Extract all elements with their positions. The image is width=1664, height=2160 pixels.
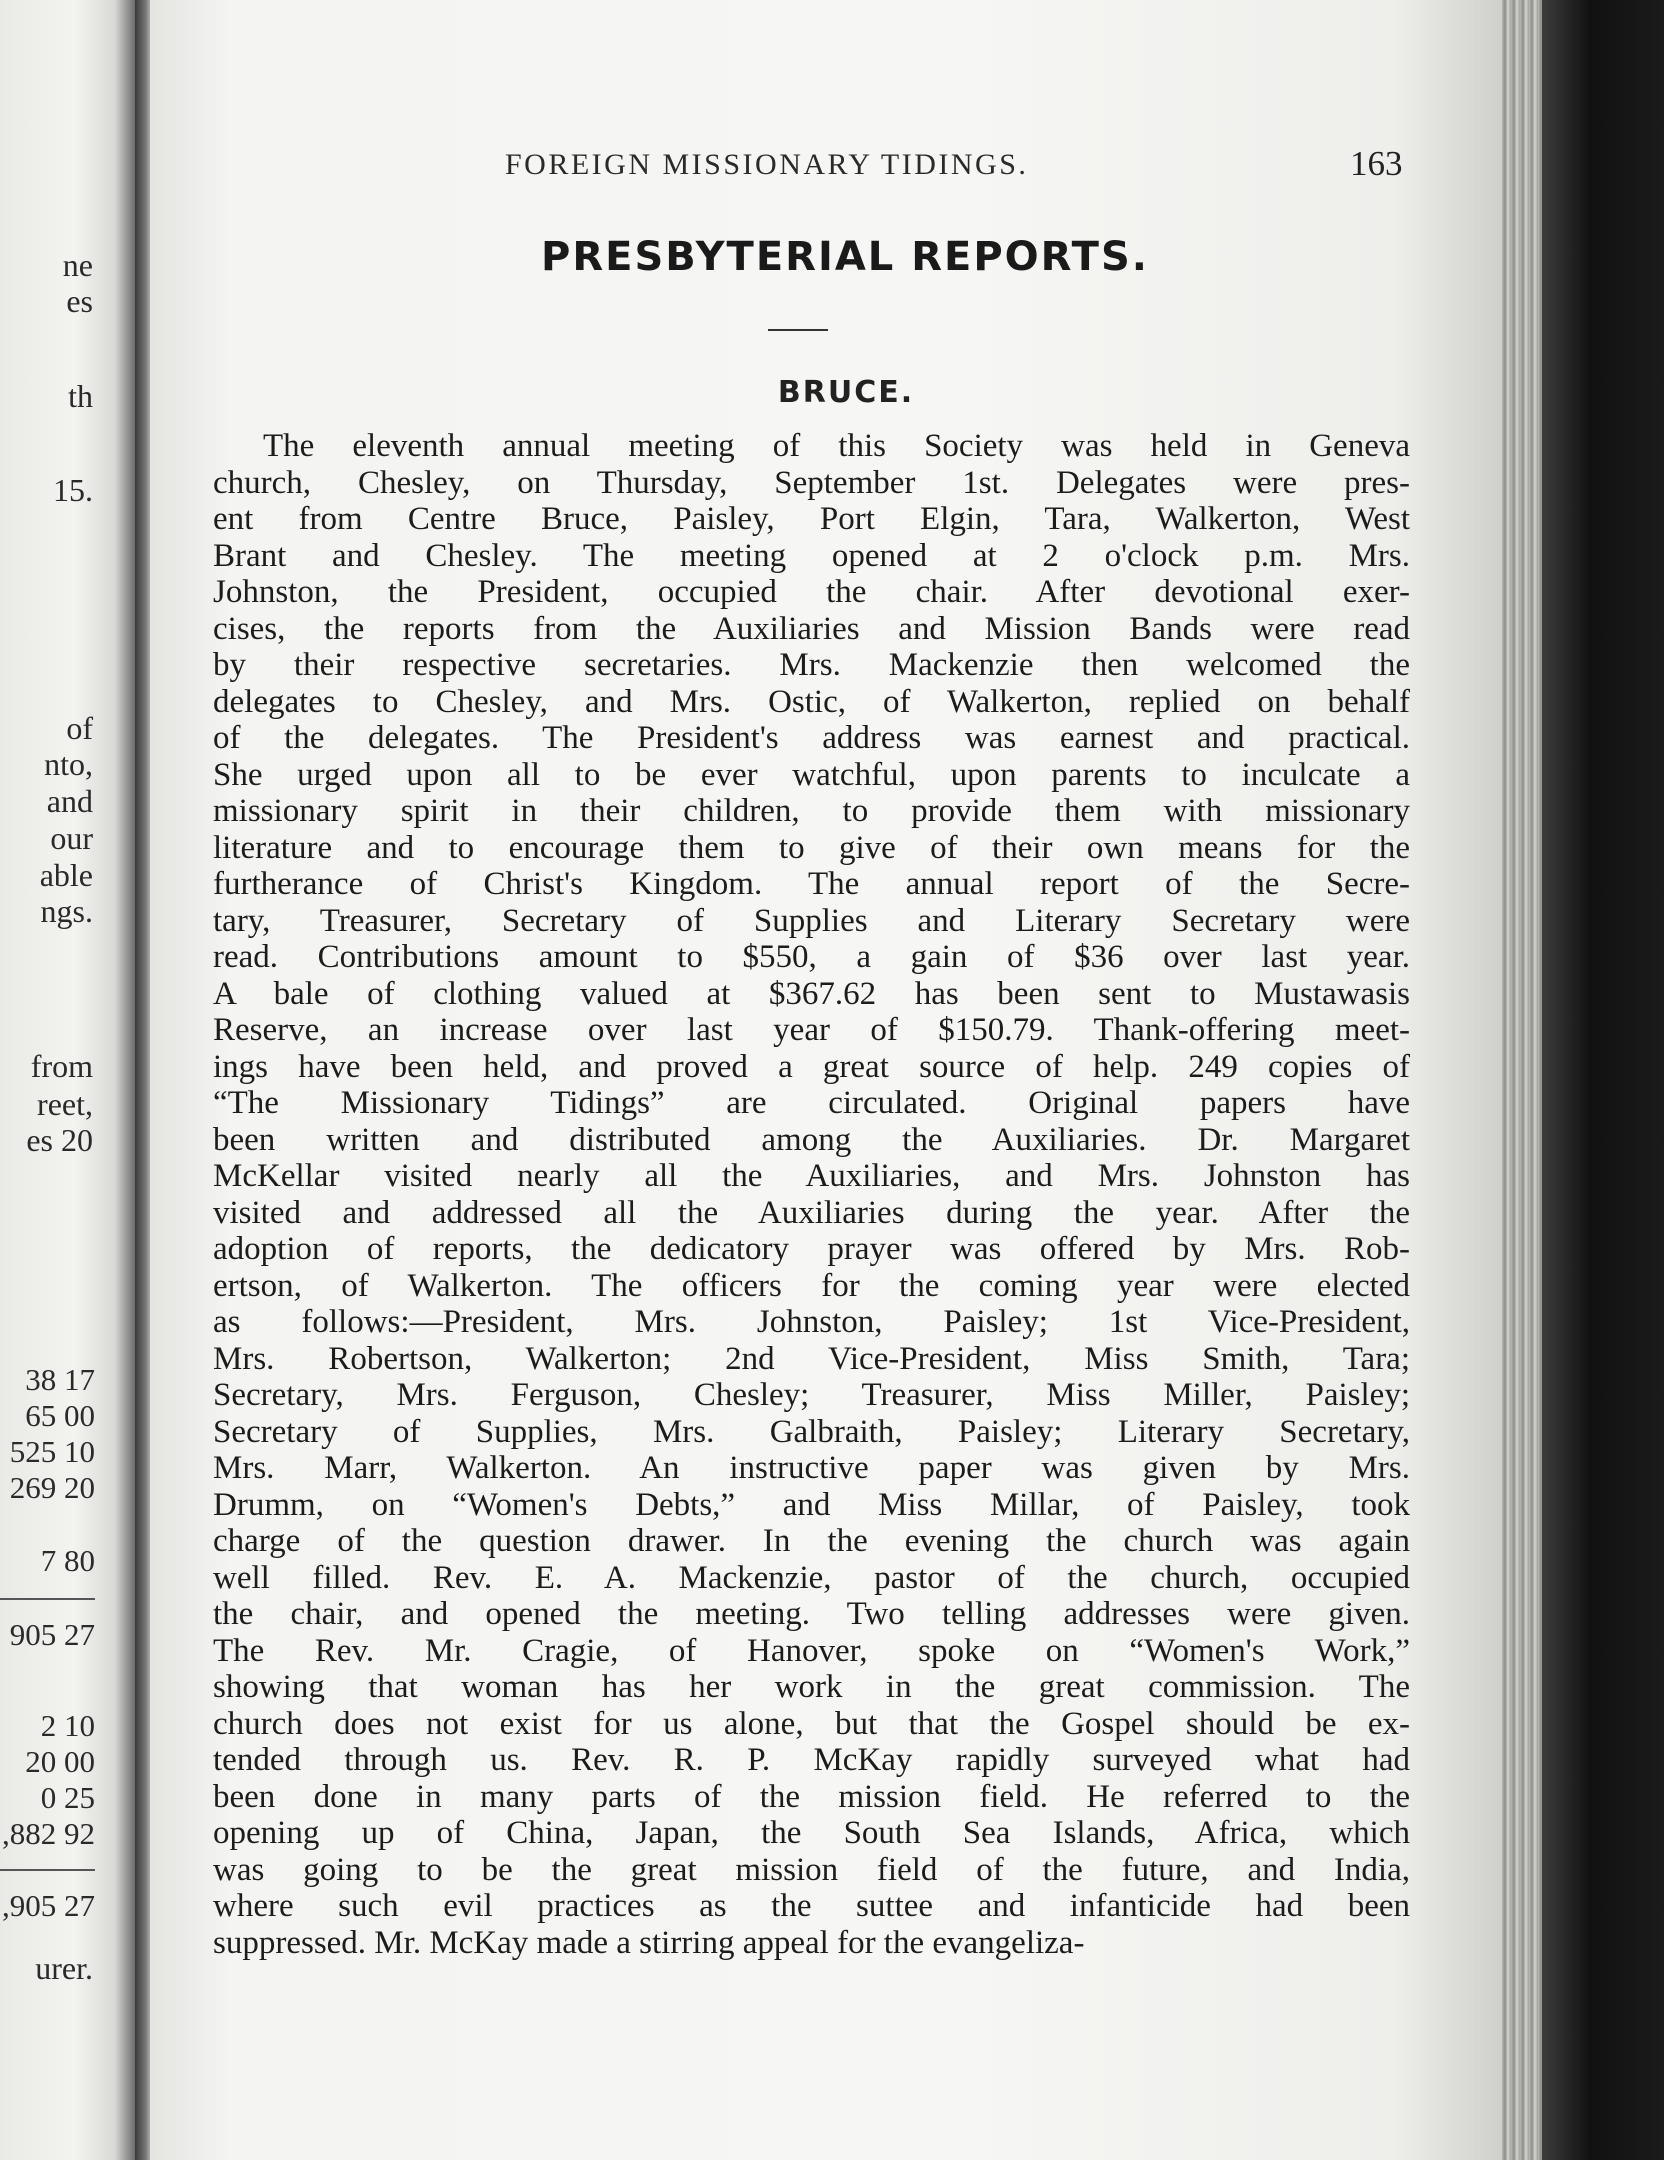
body-line: A bale of clothing valued at $367.62 has been sent to Mustawasis bbox=[213, 975, 1410, 1012]
book-cover-edge bbox=[1542, 0, 1664, 2160]
body-line: Secretary, Mrs. Ferguson, Chesley; Treasurer, Miss Miller, Paisley; bbox=[213, 1377, 1410, 1413]
left-page-fragment: from bbox=[30, 1048, 93, 1084]
body-line: ent from Centre Bruce, Paisley, Port Elgin, Tara, Walkerton, West bbox=[213, 501, 1410, 537]
body-line: the chair, and opened the meeting. Two telling addresses were given. bbox=[213, 1596, 1410, 1632]
left-page-rule bbox=[0, 1869, 95, 1871]
page-title: PRESBYTERIAL REPORTS. bbox=[541, 234, 1149, 280]
left-page-number: 269 20 bbox=[9, 1470, 95, 1505]
left-page-number: 20 00 bbox=[25, 1744, 95, 1779]
body-line: opening up of China, Japan, the South Sea Islands, Africa, which bbox=[213, 1815, 1410, 1851]
body-line: Reserve, an increase over last year of $150.79. Thank-offering meet- bbox=[213, 1012, 1410, 1048]
body-line: McKellar visited nearly all the Auxiliaries, and Mrs. Johnston has bbox=[213, 1158, 1410, 1194]
section-heading: BRUCE. bbox=[777, 375, 915, 410]
left-page-number: 905 27 bbox=[9, 1617, 95, 1652]
left-page-fragment: es 20 bbox=[26, 1122, 93, 1158]
body-line: ertson, of Walkerton. The officers for the coming year were elected bbox=[213, 1267, 1410, 1304]
left-page-fragment: our bbox=[50, 820, 93, 856]
body-line: suppressed. Mr. McKay made a stirring appeal for the evangeliza- bbox=[213, 1924, 1085, 1961]
left-page-number: 65 00 bbox=[25, 1398, 95, 1433]
left-page-number: ,905 27 bbox=[2, 1888, 95, 1923]
left-page-fragment: of bbox=[66, 710, 93, 746]
left-page-fragment: and bbox=[46, 783, 93, 819]
body-line: Brant and Chesley. The meeting opened at 2 o'clock p.m. Mrs. bbox=[213, 537, 1410, 574]
body-line: Secretary of Supplies, Mrs. Galbraith, Paisley; Literary Secretary, bbox=[213, 1413, 1410, 1450]
body-line: as follows:—President, Mrs. Johnston, Paisley; 1st Vice-President, bbox=[213, 1304, 1410, 1340]
body-line: showing that woman has her work in the great commission. The bbox=[213, 1669, 1410, 1705]
left-page-number: 0 25 bbox=[40, 1780, 95, 1815]
body-line: was going to be the great mission field of the future, and India, bbox=[213, 1851, 1410, 1888]
heading-divider bbox=[768, 329, 828, 331]
left-page-number: 525 10 bbox=[9, 1434, 95, 1469]
left-page-fragment: ne bbox=[62, 247, 93, 283]
body-line: Drumm, on “Women's Debts,” and Miss Millar, of Paisley, took bbox=[213, 1486, 1410, 1523]
left-page-fragment: es bbox=[66, 283, 93, 319]
body-line: been written and distributed among the Auxiliaries. Dr. Margaret bbox=[213, 1121, 1410, 1158]
running-title: FOREIGN MISSIONARY TIDINGS. bbox=[505, 148, 1029, 181]
body-line: Johnston, the President, occupied the chair. After devotional exer- bbox=[213, 574, 1410, 610]
body-line: The Rev. Mr. Cragie, of Hanover, spoke on “Women's Work,” bbox=[213, 1632, 1410, 1669]
body-line: “The Missionary Tidings” are circulated. Original papers have bbox=[213, 1085, 1410, 1121]
left-page-fragment: nto, bbox=[44, 746, 93, 782]
page-number: 163 bbox=[1350, 144, 1403, 183]
body-line: Mrs. Marr, Walkerton. An instructive paper was given by Mrs. bbox=[213, 1450, 1410, 1486]
running-header bbox=[150, 144, 1502, 192]
left-page-number: ,882 92 bbox=[2, 1816, 95, 1851]
left-page-fragment: able bbox=[39, 857, 93, 893]
book-edge bbox=[1502, 0, 1664, 2160]
previous-page-edge bbox=[0, 0, 135, 2160]
left-page-number: 2 10 bbox=[40, 1708, 95, 1743]
body-line: of the delegates. The President's address was earnest and practical. bbox=[213, 720, 1410, 756]
body-line: literature and to encourage them to give of their own means for the bbox=[213, 829, 1410, 866]
body-line: adoption of reports, the dedicatory prayer was offered by Mrs. Rob- bbox=[213, 1231, 1410, 1267]
report-body bbox=[213, 428, 1410, 1961]
body-line: by their respective secretaries. Mrs. Mackenzie then welcomed the bbox=[213, 647, 1410, 683]
left-page-number: 7 80 bbox=[40, 1543, 95, 1578]
left-page-fragment: ngs. bbox=[40, 893, 93, 929]
left-page-fragment: 15. bbox=[53, 472, 93, 508]
left-page-fragment: urer. bbox=[35, 1950, 93, 1986]
body-line: She urged upon all to be ever watchful, upon parents to inculcate a bbox=[213, 756, 1410, 793]
body-line: well filled. Rev. E. A. Mackenzie, pastor of the church, occupied bbox=[213, 1559, 1410, 1596]
body-line: tary, Treasurer, Secretary of Supplies and Literary Secretary were bbox=[213, 902, 1410, 939]
body-line: ings have been held, and proved a great source of help. 249 copies of bbox=[213, 1048, 1410, 1085]
body-line: cises, the reports from the Auxiliaries and Mission Bands were read bbox=[213, 610, 1410, 647]
body-line: read. Contributions amount to $550, a gain of $36 over last year. bbox=[213, 939, 1410, 975]
document-page bbox=[150, 0, 1502, 2160]
body-line: Mrs. Robertson, Walkerton; 2nd Vice-President, Miss Smith, Tara; bbox=[213, 1340, 1410, 1377]
body-line: charge of the question drawer. In the evening the church was again bbox=[213, 1523, 1410, 1559]
body-line: visited and addressed all the Auxiliaries during the year. After the bbox=[213, 1194, 1410, 1231]
body-line: missionary spirit in their children, to provide them with missionary bbox=[213, 793, 1410, 829]
left-page-fragment: reet, bbox=[37, 1086, 93, 1122]
body-line: church, Chesley, on Thursday, September 1st. Delegates were pres- bbox=[213, 464, 1410, 501]
body-line: church does not exist for us alone, but that the Gospel should be ex- bbox=[213, 1705, 1410, 1742]
body-line: where such evil practices as the suttee and infanticide had been bbox=[213, 1888, 1410, 1924]
left-page-fragment: th bbox=[68, 378, 93, 414]
body-line: tended through us. Rev. R. P. McKay rapidly surveyed what had bbox=[213, 1742, 1410, 1778]
body-line: The eleventh annual meeting of this Society was held in Geneva bbox=[263, 428, 1410, 464]
body-line: been done in many parts of the mission field. He referred to the bbox=[213, 1778, 1410, 1815]
body-line: furtherance of Christ's Kingdom. The annual report of the Secre- bbox=[213, 866, 1410, 902]
body-line: delegates to Chesley, and Mrs. Ostic, of Walkerton, replied on behalf bbox=[213, 683, 1410, 720]
left-page-number: 38 17 bbox=[25, 1362, 95, 1397]
left-page-rule bbox=[0, 1598, 95, 1600]
